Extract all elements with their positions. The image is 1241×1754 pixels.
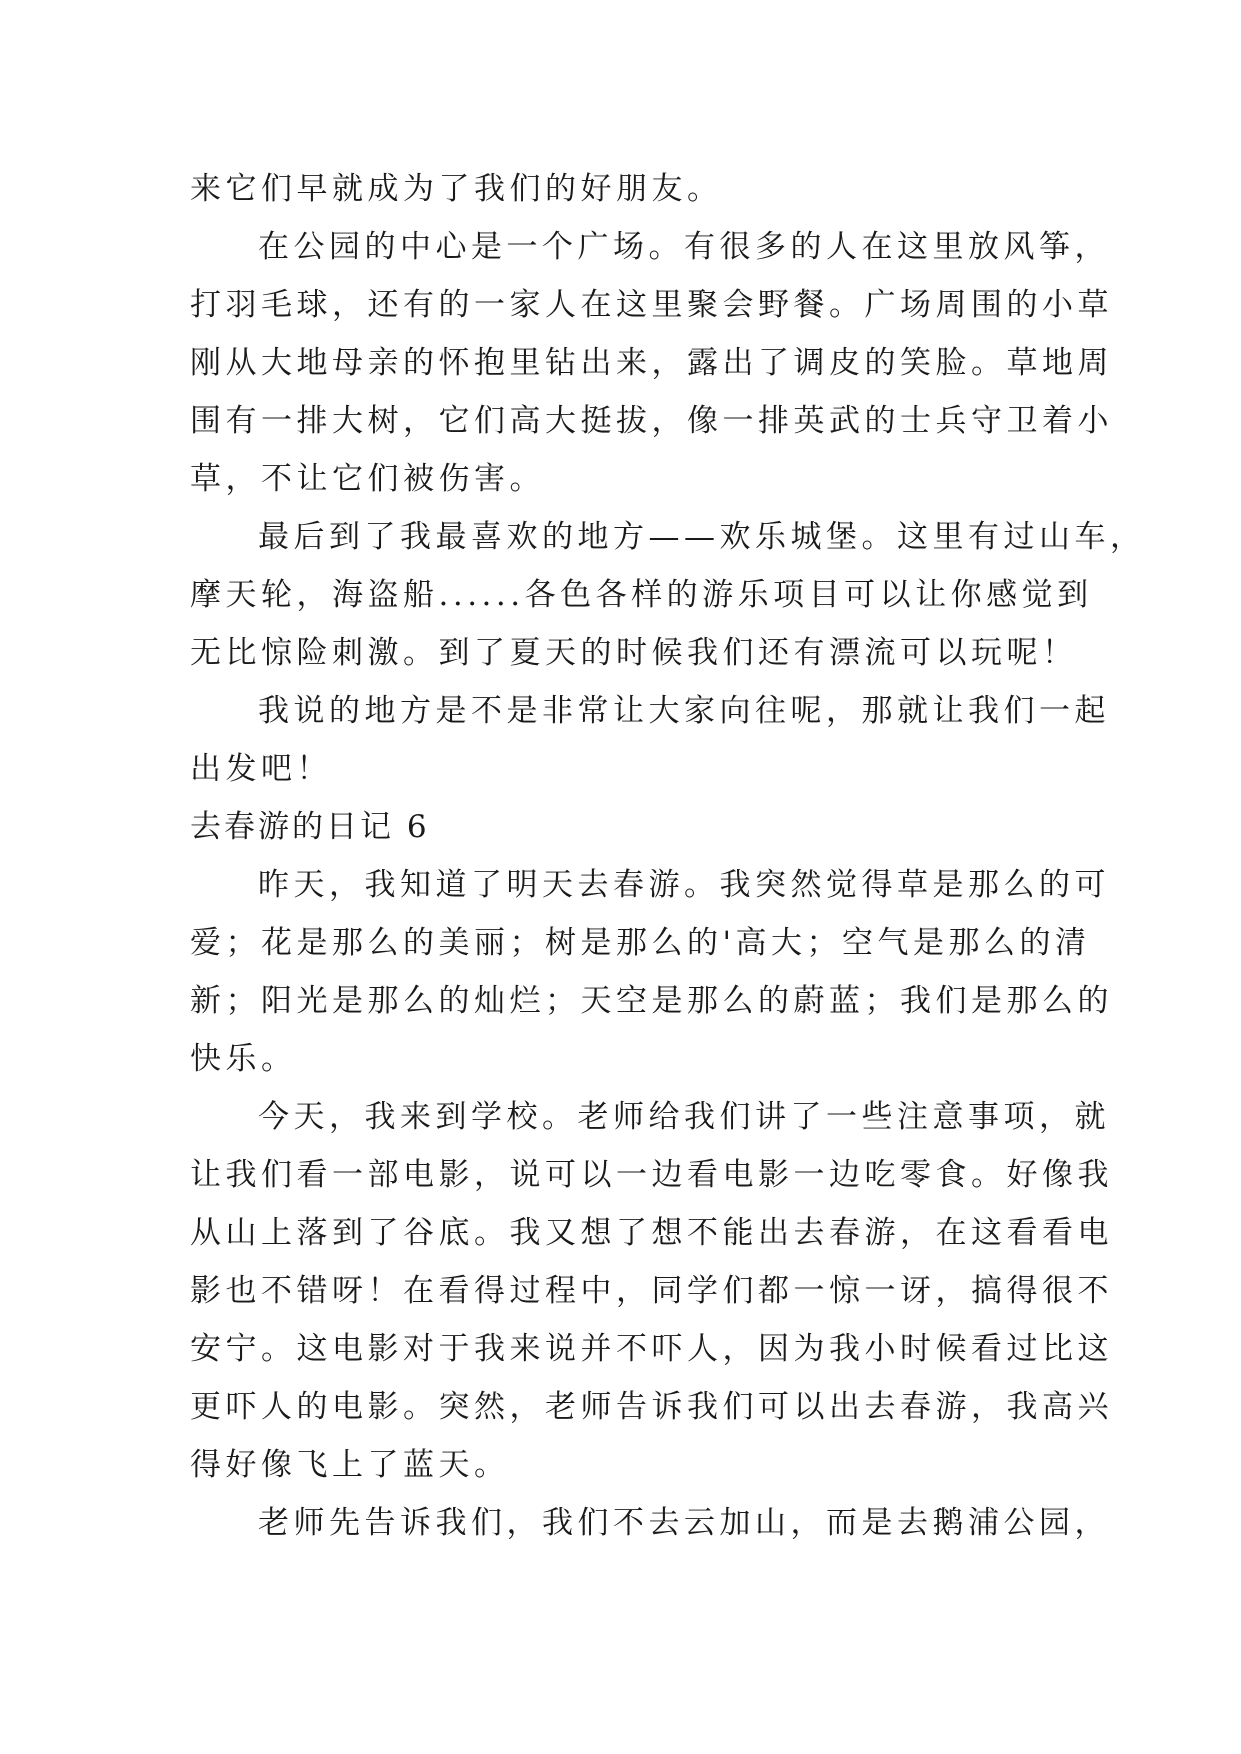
text-line: 摩天轮，海盗船......各色各样的游乐项目可以让你感觉到 <box>190 577 1093 613</box>
text-line: 打羽毛球，还有的一家人在这里聚会野餐。广场周围的小草 <box>190 287 1113 323</box>
text-line: 出发吧！ <box>190 751 332 787</box>
section-heading: 去春游的日记 6 <box>190 809 430 845</box>
text-line: 新；阳光是那么的灿烂；天空是那么的蔚蓝；我们是那么的 <box>190 983 1113 1019</box>
document-body <box>190 160 1146 1552</box>
paragraph-start: 在公园的中心是一个广场。有很多的人在这里放风筝， <box>258 229 1110 265</box>
text-line: 刚从大地母亲的怀抱里钻出来，露出了调皮的笑脸。草地周 <box>190 345 1113 381</box>
paragraph-start: 老师先告诉我们，我们不去云加山，而是去鹅浦公园， <box>258 1505 1110 1541</box>
text-line: 无比惊险刺激。到了夏天的时候我们还有漂流可以玩呢！ <box>190 635 1078 671</box>
text-line: 从山上落到了谷底。我又想了想不能出去春游，在这看看电 <box>190 1215 1113 1251</box>
text-line: 围有一排大树，它们高大挺拔，像一排英武的士兵守卫着小 <box>190 403 1113 439</box>
text-line: 来它们早就成为了我们的好朋友。 <box>190 171 723 207</box>
text-line: 爱；花是那么的美丽；树是那么的'高大；空气是那么的清 <box>190 925 1091 961</box>
paragraph-start: 最后到了我最喜欢的地方——欢乐城堡。这里有过山车， <box>258 519 1146 555</box>
text-line: 让我们看一部电影，说可以一边看电影一边吃零食。好像我 <box>190 1157 1113 1193</box>
text-line: 影也不错呀！在看得过程中，同学们都一惊一讶，搞得很不 <box>190 1273 1113 1309</box>
text-line: 快乐。 <box>190 1041 297 1077</box>
text-line: 更吓人的电影。突然，老师告诉我们可以出去春游，我高兴 <box>190 1389 1113 1425</box>
paragraph-start: 今天，我来到学校。老师给我们讲了一些注意事项，就 <box>258 1099 1110 1135</box>
text-line: 安宁。这电影对于我来说并不吓人，因为我小时候看过比这 <box>190 1331 1113 1367</box>
paragraph-start: 昨天，我知道了明天去春游。我突然觉得草是那么的可 <box>258 867 1110 903</box>
text-line: 草，不让它们被伤害。 <box>190 461 545 497</box>
paragraph-start: 我说的地方是不是非常让大家向往呢，那就让我们一起 <box>258 693 1110 729</box>
text-line: 得好像飞上了蓝天。 <box>190 1447 510 1483</box>
